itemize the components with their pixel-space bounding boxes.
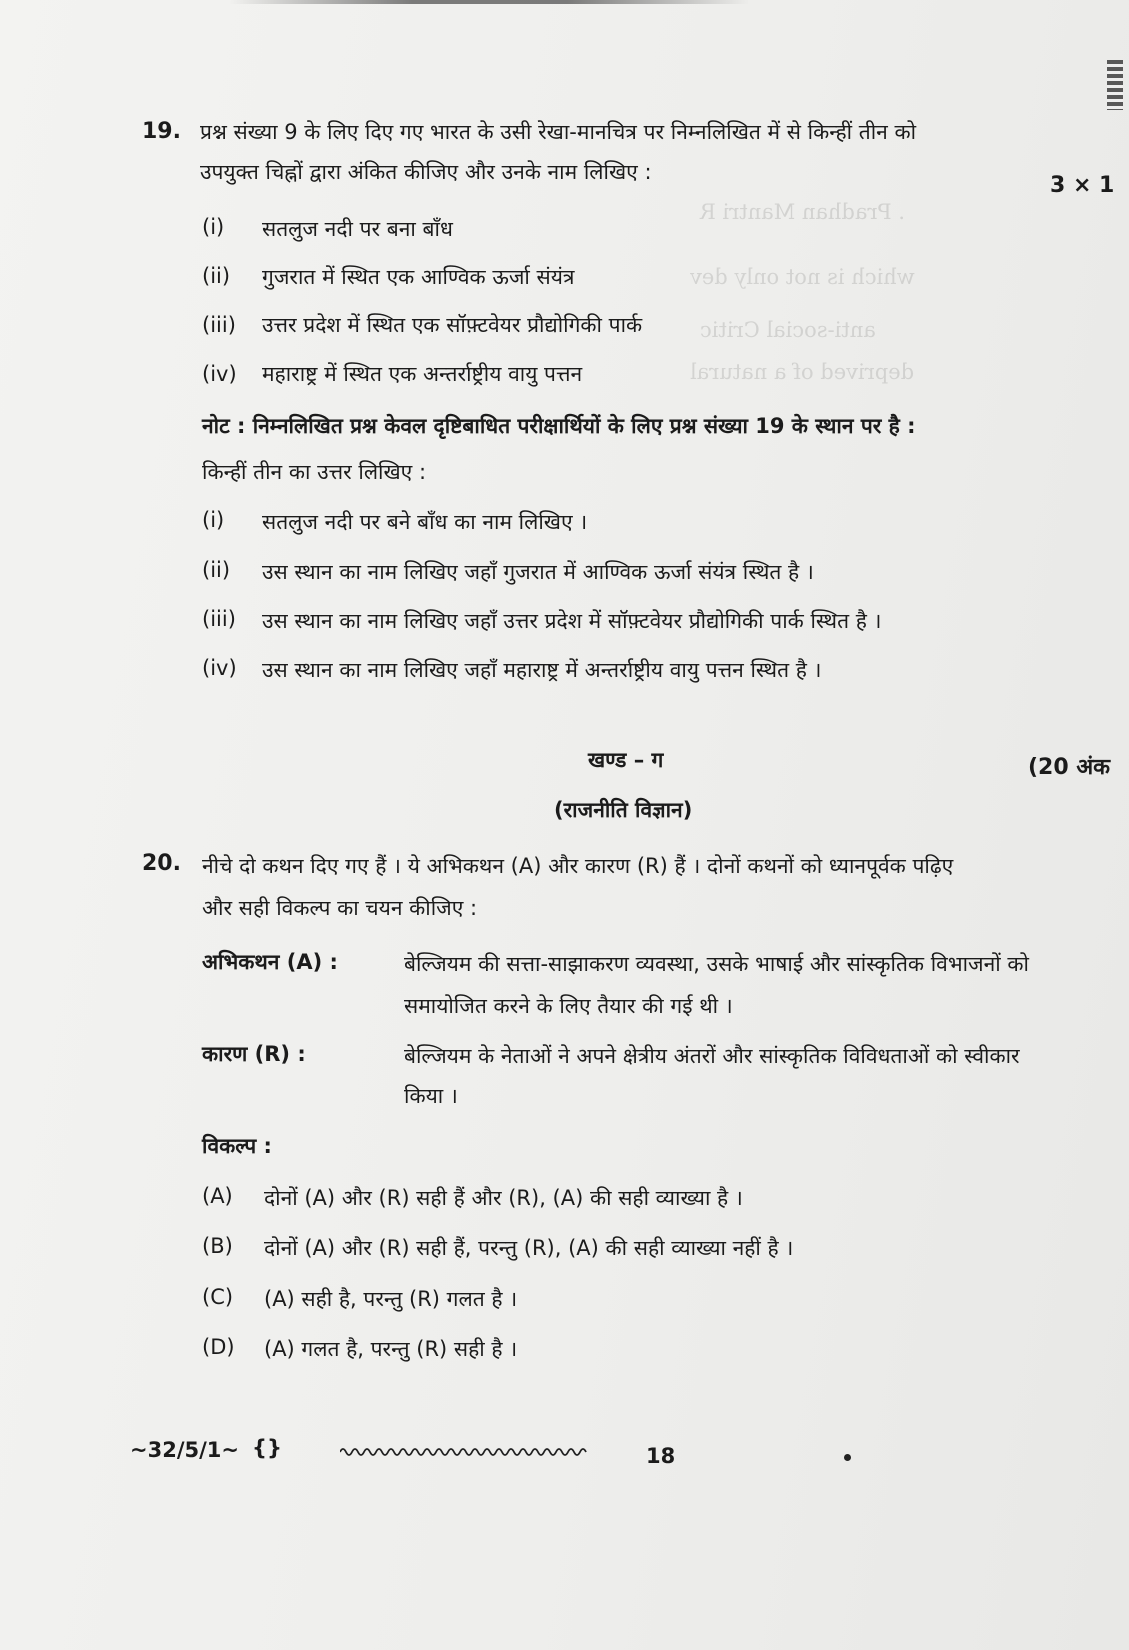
q19-vi-item-text: उस स्थान का नाम लिखिए जहाँ गुजरात में आण्विक ऊर्जा संयंत्र स्थित है । (262, 560, 814, 584)
q19-item-text: सतलुज नदी पर बना बाँध (262, 217, 453, 241)
dot-mark (844, 1454, 851, 1461)
qr-code-strip (1107, 60, 1123, 110)
assertion-label: अभिकथन (A) : (202, 950, 338, 974)
reason-text-line1: बेल्जियम के नेताओं ने अपने क्षेत्रीय अंतरों और सांस्कृतिक विविधताओं को स्वीकार (404, 1044, 1020, 1068)
q19-vi-item-text: सतलुज नदी पर बने बाँध का नाम लिखिए । (262, 510, 588, 534)
question-19-prompt-line2: उपयुक्त चिह्नों द्वारा अंकित कीजिए और उनके नाम लिखिए : (200, 160, 652, 184)
show-through-text: anti-social Critic (700, 318, 876, 342)
option-text: (A) सही है, परन्तु (R) गलत है । (264, 1287, 518, 1311)
q19-item-text: महाराष्ट्र में स्थित एक अन्तर्राष्ट्रीय वायु पत्तन (262, 362, 583, 386)
question-19-prompt-line1: प्रश्न संख्या 9 के लिए दिए गए भारत के उसी रेखा-मानचित्र पर निम्नलिखित में से किन्हीं तीन को (200, 120, 917, 144)
question-19-number: 19. (142, 119, 181, 144)
q19-item-label: (iv) (202, 362, 237, 386)
q19-vi-item-label: (iii) (202, 607, 236, 631)
option-label: (C) (202, 1285, 234, 1309)
option-label: (B) (202, 1234, 233, 1258)
q19-item-text: उत्तर प्रदेश में स्थित एक सॉफ़्टवेयर प्रौद्योगिकी पार्क (262, 313, 643, 337)
show-through-text: deprived of a natural (690, 360, 915, 384)
q19-item-label: (i) (202, 215, 225, 239)
section-subtitle: (राजनीति विज्ञान) (554, 798, 693, 822)
question-19-marks: 3 × 1 (1050, 173, 1115, 198)
page-number: 18 (646, 1444, 676, 1468)
question-20-prompt-line2: और सही विकल्प का चयन कीजिए : (202, 896, 478, 920)
assertion-text-line1: बेल्जियम की सत्ता-साझाकरण व्यवस्था, उसके भाषाई और सांस्कृतिक विभाजनों को (404, 952, 1029, 976)
section-title: खण्ड – ग (588, 748, 664, 772)
wavy-line-decoration (340, 1446, 590, 1458)
q19-note: नोट : निम्नलिखित प्रश्न केवल दृष्टिबाधित परीक्षार्थियों के लिए प्रश्न संख्या 19 के स्थान पर है : (202, 414, 916, 438)
option-text: दोनों (A) और (R) सही हैं, परन्तु (R), (A) की सही व्याख्या नहीं है । (264, 1236, 794, 1260)
option-label: (A) (202, 1184, 233, 1208)
question-20-prompt-line1: नीचे दो कथन दिए गए हैं । ये अभिकथन (A) और कारण (R) हैं । दोनों कथनों को ध्यानपूर्वक पढ़िए (202, 854, 954, 878)
q19-vi-item-label: (ii) (202, 558, 231, 582)
q19-vi-item-text: उस स्थान का नाम लिखिए जहाँ महाराष्ट्र में अन्तर्राष्ट्रीय वायु पत्तन स्थित है । (262, 658, 822, 682)
q19-item-label: (ii) (202, 264, 231, 288)
section-marks: (20 अंक (1028, 755, 1111, 780)
option-text: दोनों (A) और (R) सही हैं और (R), (A) की सही व्याख्या है । (264, 1186, 743, 1210)
option-label: (D) (202, 1335, 235, 1359)
show-through-text: which is not only dev (690, 265, 915, 289)
options-label: विकल्प : (202, 1134, 272, 1158)
braces-mark: {} (252, 1436, 282, 1460)
q19-item-label: (iii) (202, 313, 236, 337)
page-top-edge (230, 0, 750, 4)
reason-label: कारण (R) : (202, 1042, 306, 1066)
q19-vi-item-text: उस स्थान का नाम लिखिए जहाँ उत्तर प्रदेश में सॉफ़्टवेयर प्रौद्योगिकी पार्क स्थित है । (262, 609, 882, 633)
option-text: (A) गलत है, परन्तु (R) सही है । (264, 1337, 518, 1361)
q19-note-instruction: किन्हीं तीन का उत्तर लिखिए : (202, 460, 427, 484)
show-through-text: . Pradhan Mantri R (700, 200, 905, 224)
q19-vi-item-label: (i) (202, 508, 225, 532)
question-20-number: 20. (142, 851, 181, 876)
q19-vi-item-label: (iv) (202, 656, 237, 680)
paper-code: ~32/5/1~ (130, 1438, 239, 1462)
q19-item-text: गुजरात में स्थित एक आण्विक ऊर्जा संयंत्र (262, 265, 575, 289)
reason-text-line2: किया । (404, 1084, 458, 1108)
assertion-text-line2: समायोजित करने के लिए तैयार की गई थी । (404, 994, 733, 1018)
